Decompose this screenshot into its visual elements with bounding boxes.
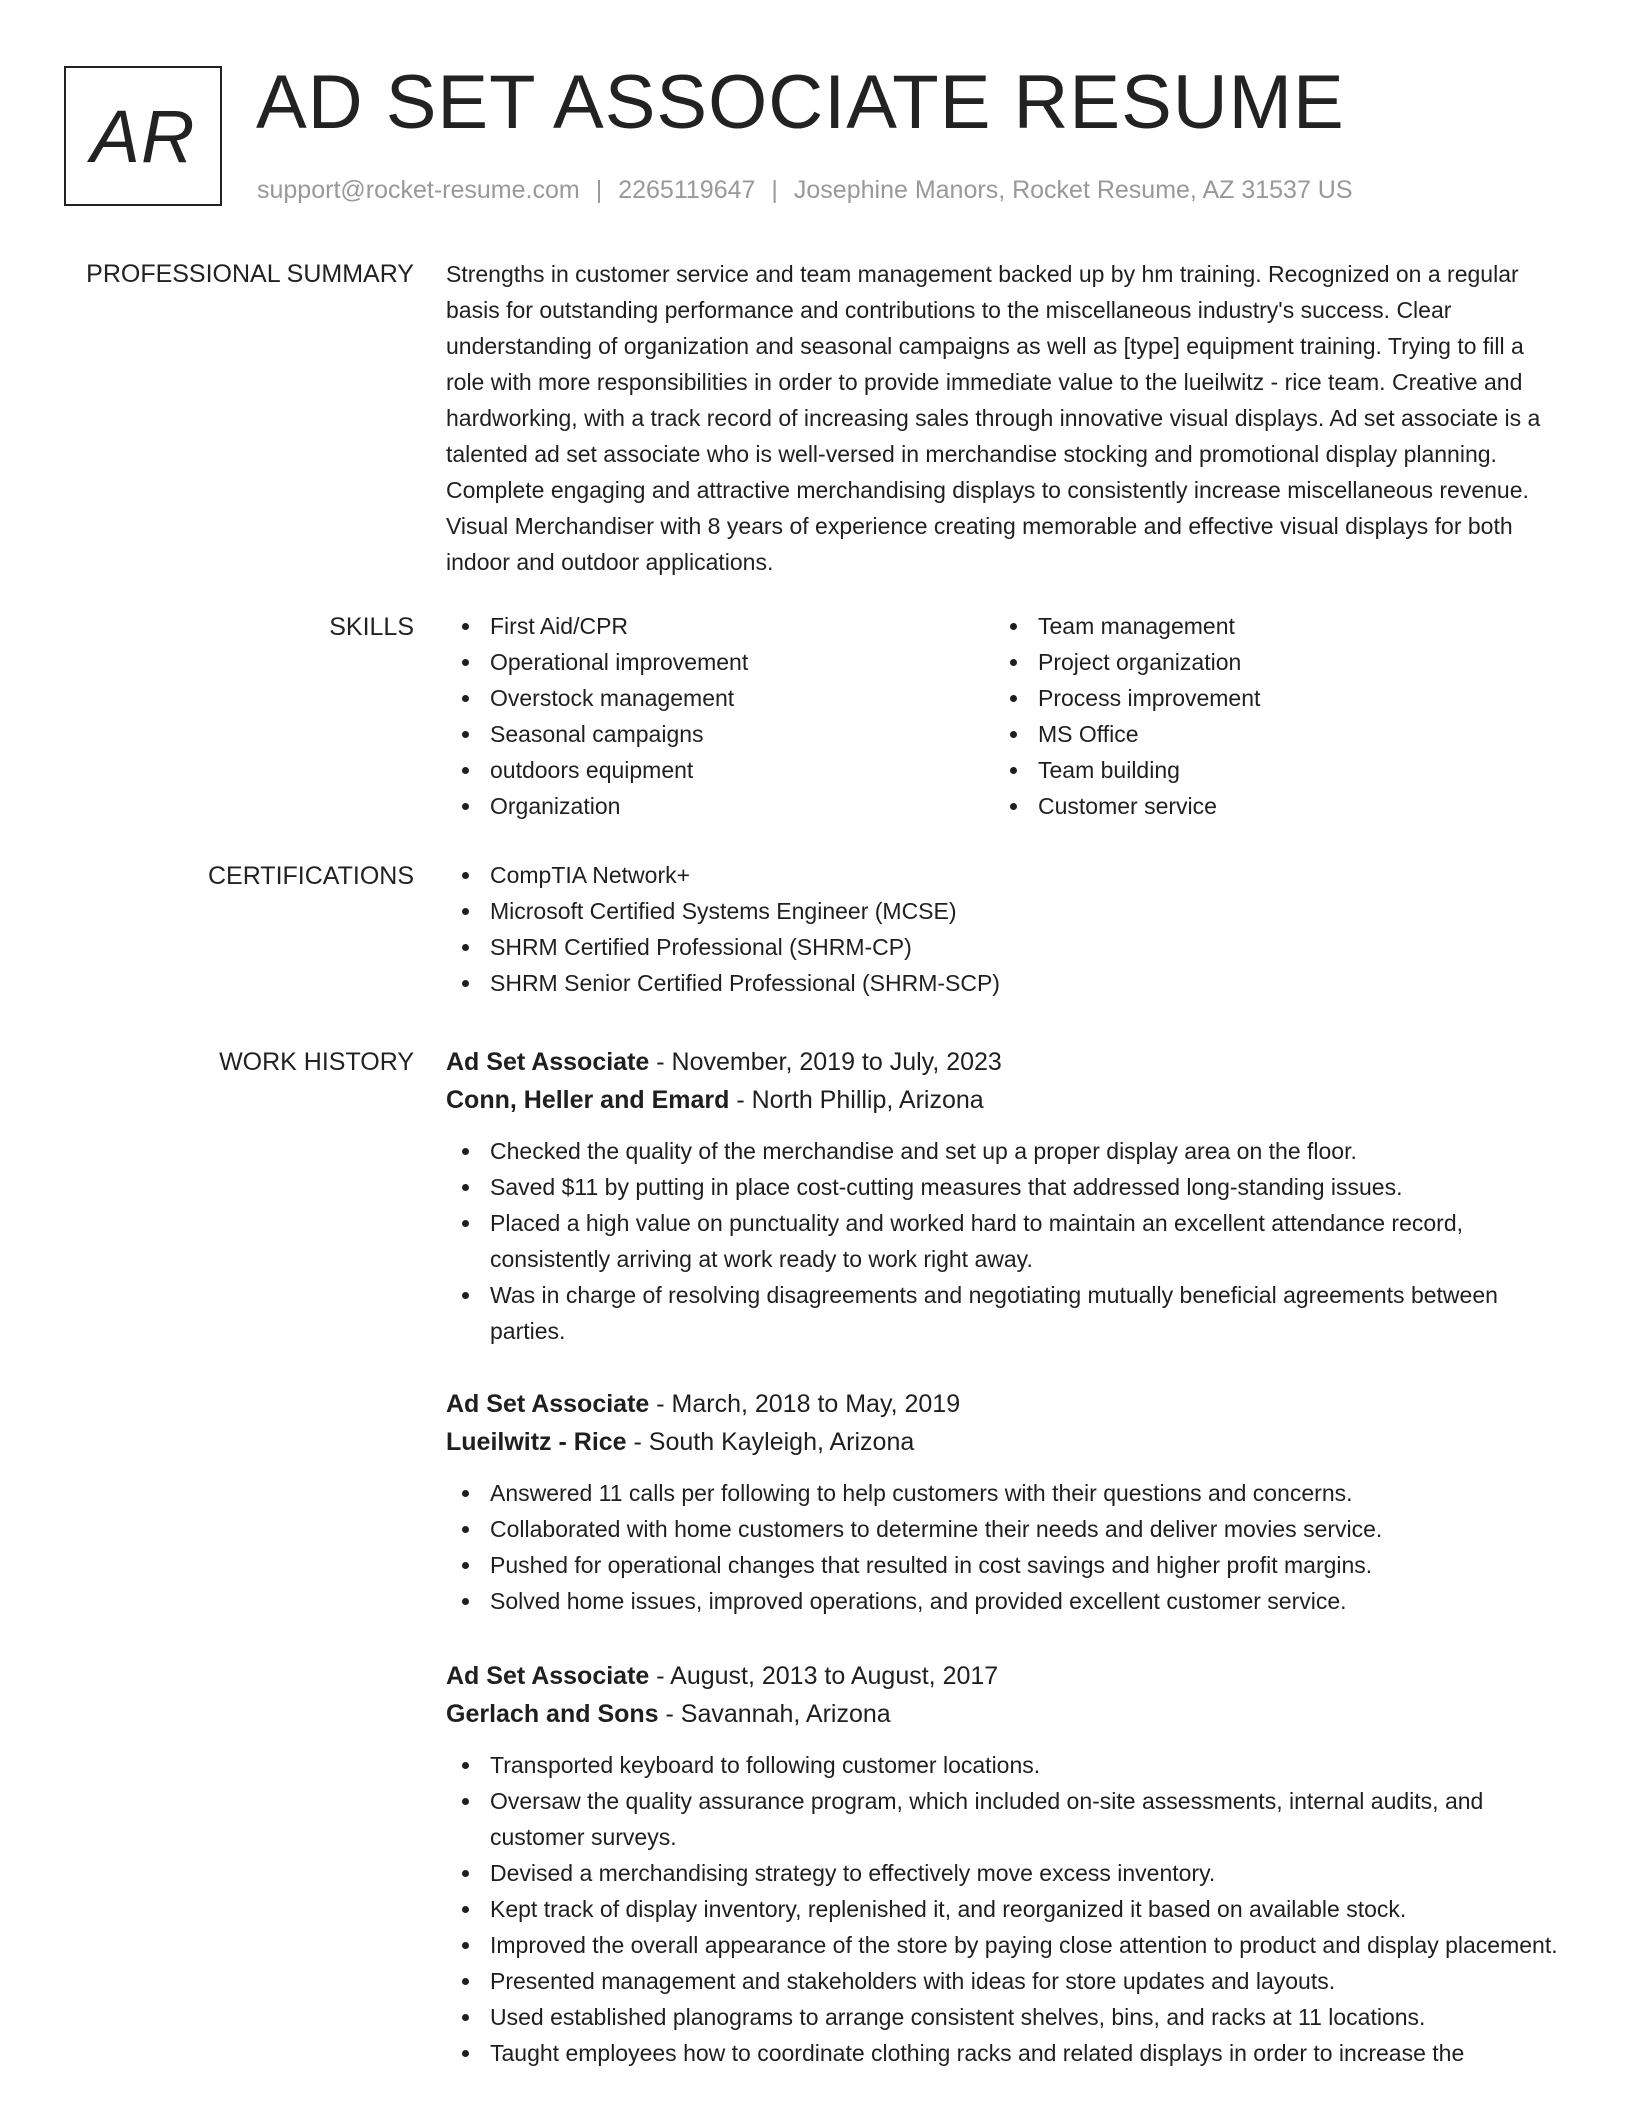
skill-item: MS Office (994, 716, 1534, 752)
job-bullet: Kept track of display inventory, replenished it, and reorganized it based on available stock. (446, 1891, 1564, 1927)
job-bullet: Taught employees how to coordinate clothing racks and related displays in order to increase the (446, 2035, 1564, 2071)
job-bullets (446, 1133, 1564, 1349)
job-location: - North Phillip, Arizona (729, 1086, 984, 1114)
job-bullet: Devised a merchandising strategy to effectively move excess inventory. (446, 1855, 1564, 1891)
skill-item: outdoors equipment (446, 752, 986, 788)
skill-item: Overstock management (446, 680, 986, 716)
certification-item: CompTIA Network+ (446, 857, 1564, 893)
job-entry (446, 1657, 1564, 2071)
skill-item: Team management (994, 608, 1534, 644)
skill-item: Operational improvement (446, 644, 986, 680)
job-bullet: Solved home issues, improved operations, and provided excellent customer service. (446, 1583, 1564, 1619)
skills-section (446, 608, 1564, 828)
job-company: Gerlach and Sons (446, 1700, 659, 1728)
skill-item: Project organization (994, 644, 1534, 680)
job-bullet: Was in charge of resolving disagreements and negotiating mutually beneficial agreements between parties. (446, 1277, 1564, 1349)
job-bullet: Collaborated with home customers to determine their needs and deliver movies service. (446, 1511, 1564, 1547)
skill-item: First Aid/CPR (446, 608, 986, 644)
work-history-label: WORK HISTORY (219, 1048, 414, 1076)
monogram-logo: AR (64, 66, 222, 206)
job-entry (446, 1385, 1564, 1619)
skill-item: Process improvement (994, 680, 1534, 716)
job-bullets (446, 1747, 1564, 2071)
job-entry (446, 1043, 1564, 1349)
job-company-line (446, 1081, 1564, 1119)
skill-item: Seasonal campaigns (446, 716, 986, 752)
job-bullets (446, 1475, 1564, 1619)
job-dates: - March, 2018 to May, 2019 (649, 1390, 961, 1418)
job-company: Conn, Heller and Emard (446, 1086, 730, 1114)
job-bullet: Oversaw the quality assurance program, which included on-site assessments, internal audits, and customer surveys. (446, 1783, 1564, 1855)
summary-label: PROFESSIONAL SUMMARY (86, 260, 414, 288)
summary-text: Strengths in customer service and team management backed up by hm training. Recognized on a regular basis for outstanding performance and contributions to the miscellaneous industry's success. Clear understanding of organization and seasonal campaigns as well as [type] equipment training. Trying to fill a role with more responsibilities in order to provide immediate value to the lueilwitz - rice team. Creative and hardworking, with a track record of increasing sales through innovative visual displays. Ad set associate is a talented ad set associate who is well-versed in merchandise stocking and promotional display planning. Complete engaging and attractive merchandising displays to consistently increase miscellaneous revenue. Visual Merchandiser with 8 years of experience creating memorable and effective visual displays for both indoor and outdoor applications. (446, 261, 1541, 575)
job-location: - Savannah, Arizona (658, 1700, 891, 1728)
contact-separator: | (595, 176, 603, 204)
contact-phone[interactable]: 2265119647 (618, 176, 756, 204)
skill-item: Organization (446, 788, 986, 824)
skills-list-right (994, 608, 1534, 824)
job-company-line (446, 1423, 1564, 1461)
job-bullet: Checked the quality of the merchandise and set up a proper display area on the floor. (446, 1133, 1564, 1169)
certification-item: SHRM Certified Professional (SHRM-CP) (446, 929, 1564, 965)
certifications-section (446, 857, 1564, 1001)
skills-label: SKILLS (329, 613, 414, 641)
job-title: Ad Set Associate (446, 1048, 650, 1076)
skill-item: Customer service (994, 788, 1534, 824)
job-title-line (446, 1385, 1564, 1423)
job-company-line (446, 1695, 1564, 1733)
job-company: Lueilwitz - Rice (446, 1428, 627, 1456)
certification-item: SHRM Senior Certified Professional (SHRM-SCP) (446, 965, 1564, 1001)
job-dates: - November, 2019 to July, 2023 (649, 1048, 1002, 1076)
job-bullet: Placed a high value on punctuality and worked hard to maintain an excellent attendance record, consistently arriving at work ready to work right away. (446, 1205, 1564, 1277)
job-title: Ad Set Associate (446, 1390, 650, 1418)
resume-title: AD SET ASSOCIATE RESUME (256, 60, 1345, 145)
job-bullet: Transported keyboard to following customer locations. (446, 1747, 1564, 1783)
contact-line (257, 175, 1353, 205)
certifications-list (446, 857, 1564, 1001)
contact-separator: | (771, 176, 778, 204)
contact-email[interactable]: support@rocket-resume.com (257, 176, 580, 204)
job-title-line (446, 1657, 1564, 1695)
contact-address: Josephine Manors, Rocket Resume, AZ 31537 US (793, 176, 1353, 204)
job-bullet: Improved the overall appearance of the store by paying close attention to product and display placement. (446, 1927, 1564, 1963)
job-dates: - August, 2013 to August, 2017 (649, 1662, 999, 1690)
job-bullet: Answered 11 calls per following to help customers with their questions and concerns. (446, 1475, 1564, 1511)
skill-item: Team building (994, 752, 1534, 788)
certifications-label: CERTIFICATIONS (207, 862, 414, 890)
skills-list-left (446, 608, 986, 824)
certification-item: Microsoft Certified Systems Engineer (MCSE) (446, 893, 1564, 929)
job-title-line (446, 1043, 1564, 1081)
job-bullet: Pushed for operational changes that resulted in cost savings and higher profit margins. (446, 1547, 1564, 1583)
job-bullet: Saved $11 by putting in place cost-cutting measures that addressed long-standing issues. (446, 1169, 1564, 1205)
job-title: Ad Set Associate (446, 1662, 650, 1690)
summary-section (446, 256, 1564, 580)
job-bullet: Presented management and stakeholders with ideas for store updates and layouts. (446, 1963, 1564, 1999)
job-bullet: Used established planograms to arrange consistent shelves, bins, and racks at 11 locations. (446, 1999, 1564, 2035)
job-location: - South Kayleigh, Arizona (626, 1428, 915, 1456)
